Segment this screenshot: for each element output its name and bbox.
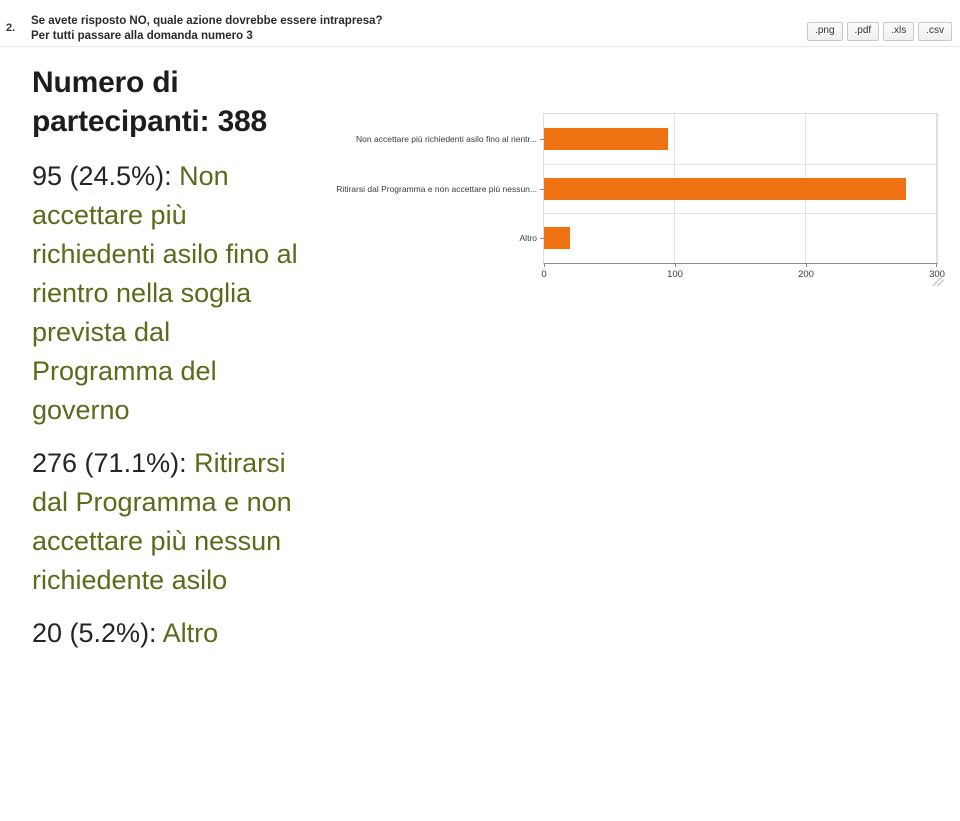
answer-count: 20 (5.2%): bbox=[32, 618, 163, 648]
question-header bbox=[0, 0, 960, 47]
chart-plot-area bbox=[336, 113, 945, 280]
chart-bar bbox=[544, 178, 906, 200]
results-summary bbox=[32, 63, 302, 667]
export-pdf-button[interactable]: .pdf bbox=[847, 22, 880, 41]
chart-x-tick-mark bbox=[675, 263, 676, 267]
chart-category-label: Altro bbox=[519, 233, 537, 244]
chart-y-tick-mark bbox=[540, 139, 544, 140]
chart-resize-handle[interactable] bbox=[932, 274, 944, 286]
answer-count: 276 (71.1%): bbox=[32, 448, 195, 478]
export-csv-button[interactable]: .csv bbox=[918, 22, 952, 41]
chart-x-tick-mark bbox=[544, 263, 545, 267]
question-number: 2. bbox=[6, 22, 16, 34]
export-png-button[interactable]: .png bbox=[807, 22, 842, 41]
export-toolbar bbox=[807, 22, 952, 41]
chart-bar bbox=[544, 227, 570, 249]
chart-y-tick-mark bbox=[540, 189, 544, 190]
chart-x-tick-label: 300 bbox=[929, 269, 945, 280]
chart-category-label: Ritirarsi dal Programma e non accettare più nessun... bbox=[336, 183, 537, 194]
chart-band-separator bbox=[544, 213, 937, 214]
answer-row bbox=[32, 444, 302, 600]
chart-band-separator bbox=[544, 164, 937, 165]
question-text-line-1: Se avete risposto NO, quale azione dovrebbe essere intrapresa? bbox=[31, 15, 383, 27]
chart-x-tick-mark bbox=[936, 263, 937, 267]
answer-row bbox=[32, 614, 302, 653]
answer-label: Altro bbox=[162, 618, 219, 648]
answer-row bbox=[32, 157, 302, 430]
bar-chart bbox=[300, 69, 950, 299]
export-xls-button[interactable]: .xls bbox=[883, 22, 914, 41]
chart-x-tick-label: 200 bbox=[798, 269, 814, 280]
chart-x-tick-label: 0 bbox=[541, 269, 547, 280]
chart-category-label: Non accettare più richiedenti asilo fino al rientr... bbox=[356, 133, 537, 144]
chart-x-tick-label: 100 bbox=[667, 269, 683, 280]
results-content bbox=[0, 47, 960, 821]
answer-label: Non accettare più richiedenti asilo fino al rientro nella soglia prevista dal Programma del governo bbox=[32, 161, 298, 425]
participants-count: Numero di partecipanti: 388 bbox=[32, 66, 268, 138]
question-text bbox=[31, 14, 383, 44]
answer-count: 95 (24.5%): bbox=[32, 161, 180, 191]
chart-bar bbox=[544, 128, 668, 150]
chart-y-tick-mark bbox=[540, 238, 544, 239]
question-text-line-2: Per tutti passare alla domanda numero 3 bbox=[31, 30, 253, 42]
chart-gridline bbox=[936, 114, 937, 263]
chart-x-tick-mark bbox=[806, 263, 807, 267]
answer-label: Ritirarsi dal Programma e non accettare più nessun richiedente asilo bbox=[32, 448, 292, 595]
